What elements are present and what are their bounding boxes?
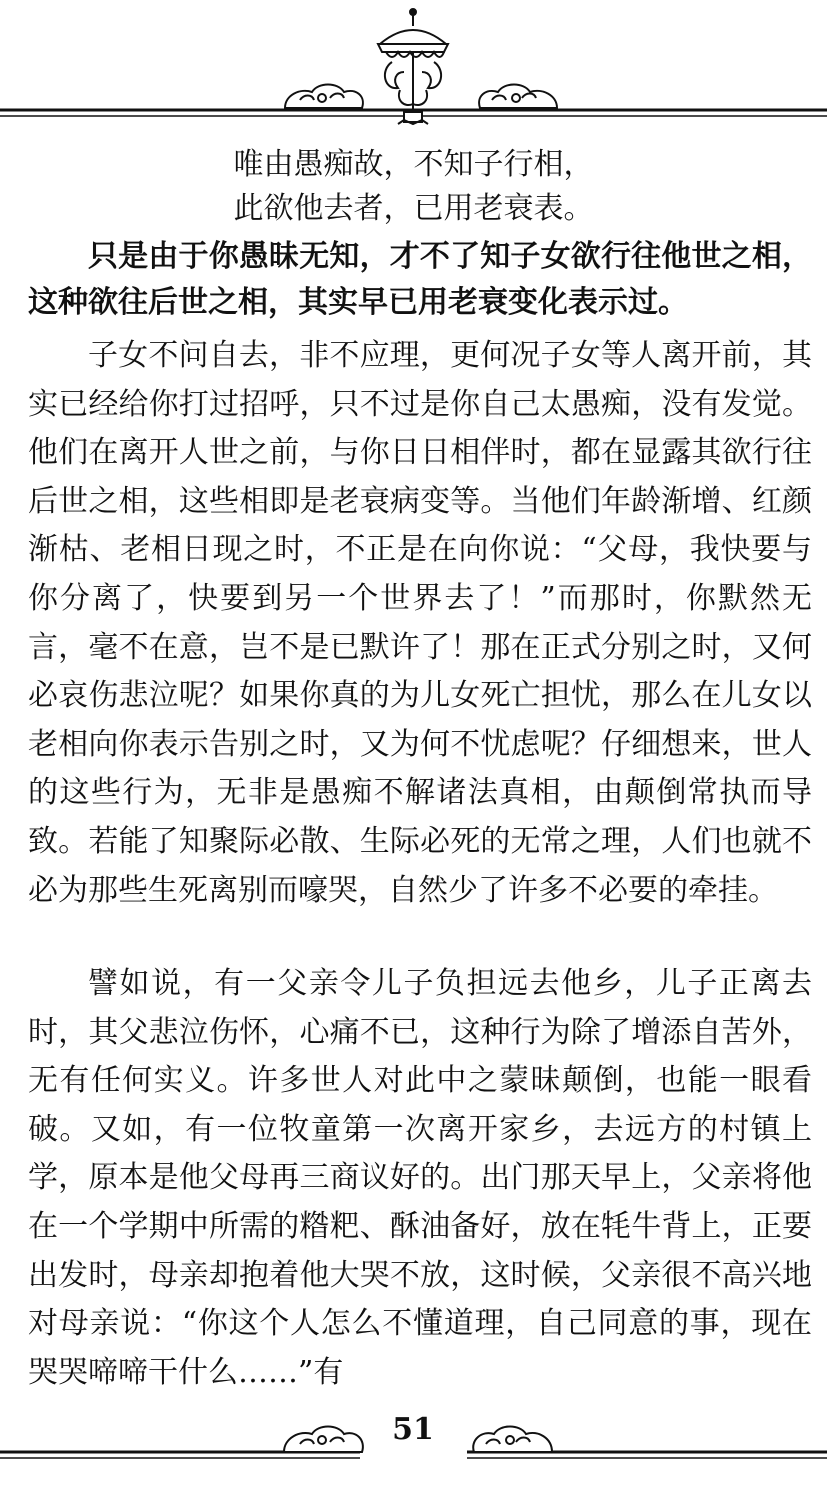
root-verse	[0, 143, 827, 231]
verse-line-1: 唯由愚痴故，不知子行相，	[233, 147, 594, 182]
body-paragraph-2: 譬如说，有一父亲令儿子负担远去他乡，儿子正离去时，其父悲泣伤怀，心痛不已，这种行为除了增添自苦外，无有任何实义。许多世人对此中之蒙昧颠倒，也能一眼看破。又如，有一位牧童第一次离开家乡，去远方的村镇上学，原本是他父母再三商议好的。出门那天早上，父亲将他在一个学期中所需的糌粑、酥油备好，放在牦牛背上，正要出发时，母亲却抱着他大哭不放，这时候，父亲很不高兴地对母亲说：“你这个人怎么不懂道理，自己同意的事，现在哭哭啼啼干什么……”有	[28, 966, 812, 1390]
body-paragraph-1: 子女不问自去，非不应理，更何况子女等人离开前，其实已经给你打过招呼，只不过是你自己太愚痴，没有发觉。他们在离开人世之前，与你日日相伴时，都在显露其欲行往后世之相，这些相即是老衰病变等。当他们年龄渐增、红颜渐枯、老相日现之时，不正是在向你说：“父母，我快要与你分离了，快要到另一个世界去了！”而那时，你默然无言，毫不在意，岂不是已默许了！那在正式分别之时，又何必哀伤悲泣呢？如果你真的为儿女死亡担忧，那么在儿女以老相向你表示告别之时，又为何不忧虑呢？仔细想来，世人的这些行为，无非是愚痴不解诸法真相，由颠倒常执而导致。若能了知聚际必散、生际必死的无常之理，人们也就不必为那些生死离别而嚎哭，自然少了许多不必要的牵挂。	[28, 338, 812, 908]
verse-line-2: 此欲他去者，已用老衰表。	[233, 191, 594, 226]
parasol-ornament-icon	[0, 0, 827, 130]
page-number: 51	[392, 1412, 434, 1447]
verse-commentary: 只是由于你愚昧无知，才不了知子女欲行往他世之相，这种欲往后世之相，其实早已用老衰变化表示过。	[28, 239, 812, 320]
header-ornament	[0, 0, 827, 130]
